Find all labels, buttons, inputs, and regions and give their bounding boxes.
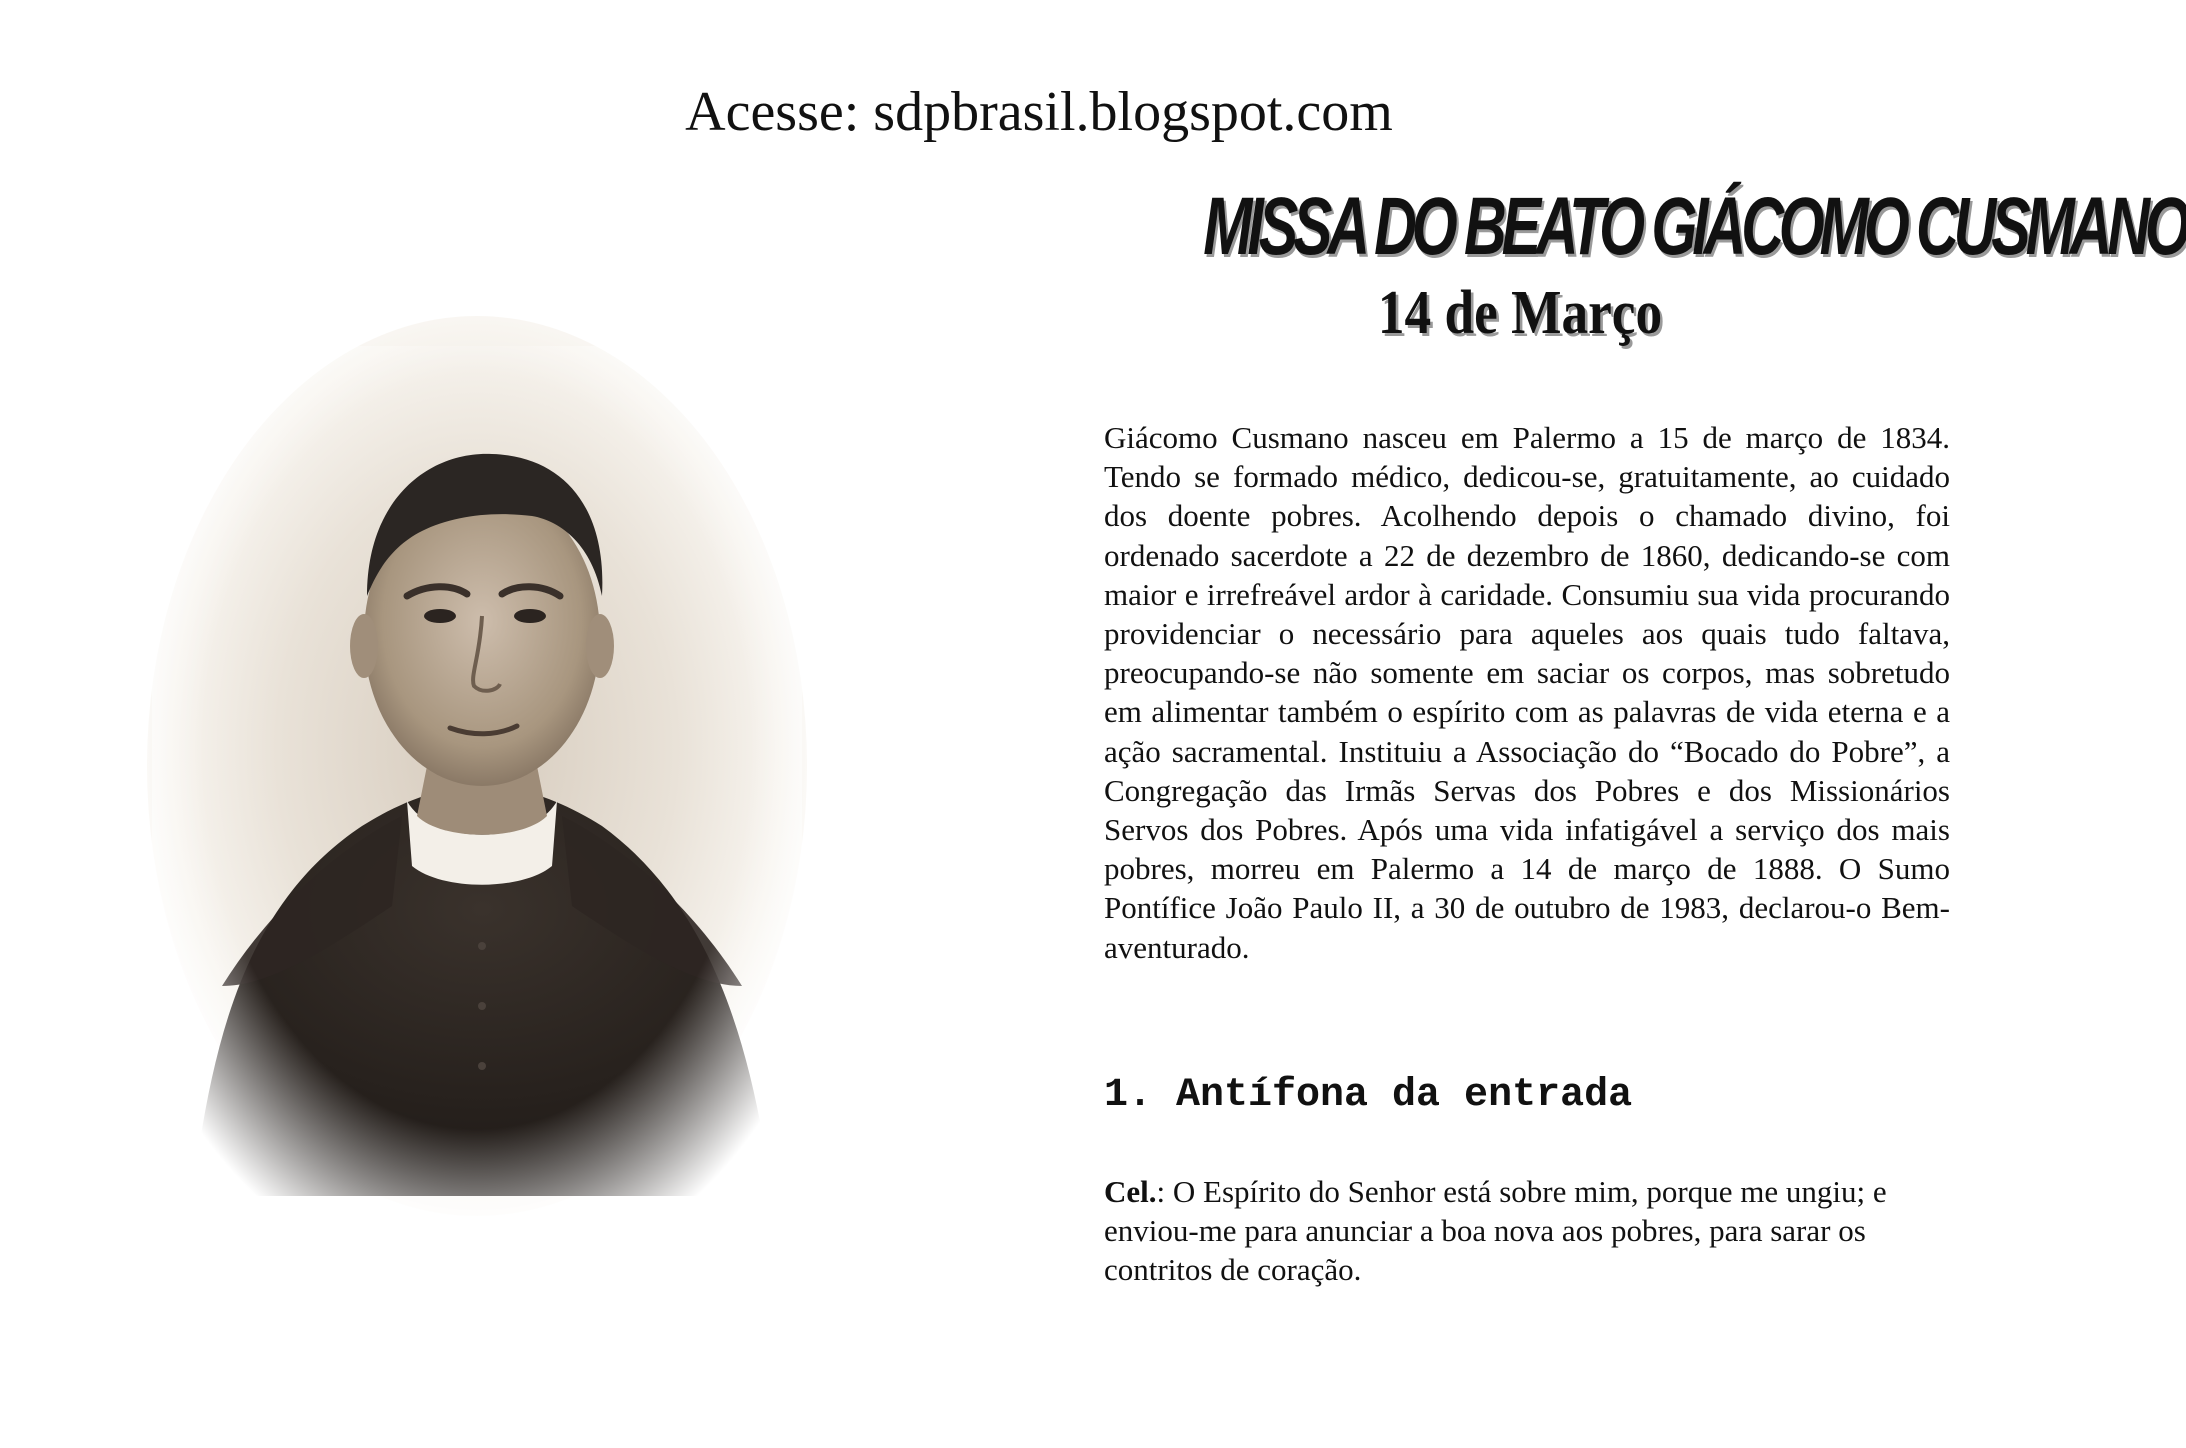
mass-title: MISSA DO BEATO GIÁCOMO CUSMANO [1203, 181, 2186, 272]
biography-paragraph: Giácomo Cusmano nasceu em Palermo a 15 de março de 1834. Tendo se formado médico, dedicou-se, gratuitamente, ao cuidado dos doente pobres. Acolhendo depois o chamado divino, foi ordenado sacerdote a 22 de dezembro de 1860, dedicando-se com maior e irrefreável ardor à caridade. Consumiu sua vida procurando providenciar o necessário para aqueles aos quais tudo faltava, preocupando-se não somente em saciar os corpos, mas sobretudo em alimentar também o espírito com as palavras de vida eterna e a ação sacramental. Instituiu a Associação do “Bocado do Pobre”, a Congregação das Irmãs Servas dos Pobres e dos Missionários Servos dos Pobres. Após uma vida infatigável a serviço dos mais pobres, morreu em Palermo a 14 de março de 1888. O Sumo Pontífice João Paulo II, a 30 de outubro de 1983, declarou-o Bem-aventurado. [1104, 420, 1950, 965]
portrait-photo [152, 346, 802, 1246]
section-heading-antiphon: 1. Antífona da entrada [1104, 1073, 1633, 1118]
mass-date: 14 de Março [1377, 279, 1663, 347]
header-url: Acesse: sdpbrasil.blogspot.com [685, 81, 1393, 143]
speaker-label: Cel. [1104, 1174, 1157, 1209]
antiphon-text [1104, 1172, 1964, 1290]
antiphon-body: : O Espírito do Senhor está sobre mim, porque me ungiu; e enviou-me para anunciar a boa nova aos pobres, para sarar os contritos de coração. [1104, 1174, 1887, 1288]
